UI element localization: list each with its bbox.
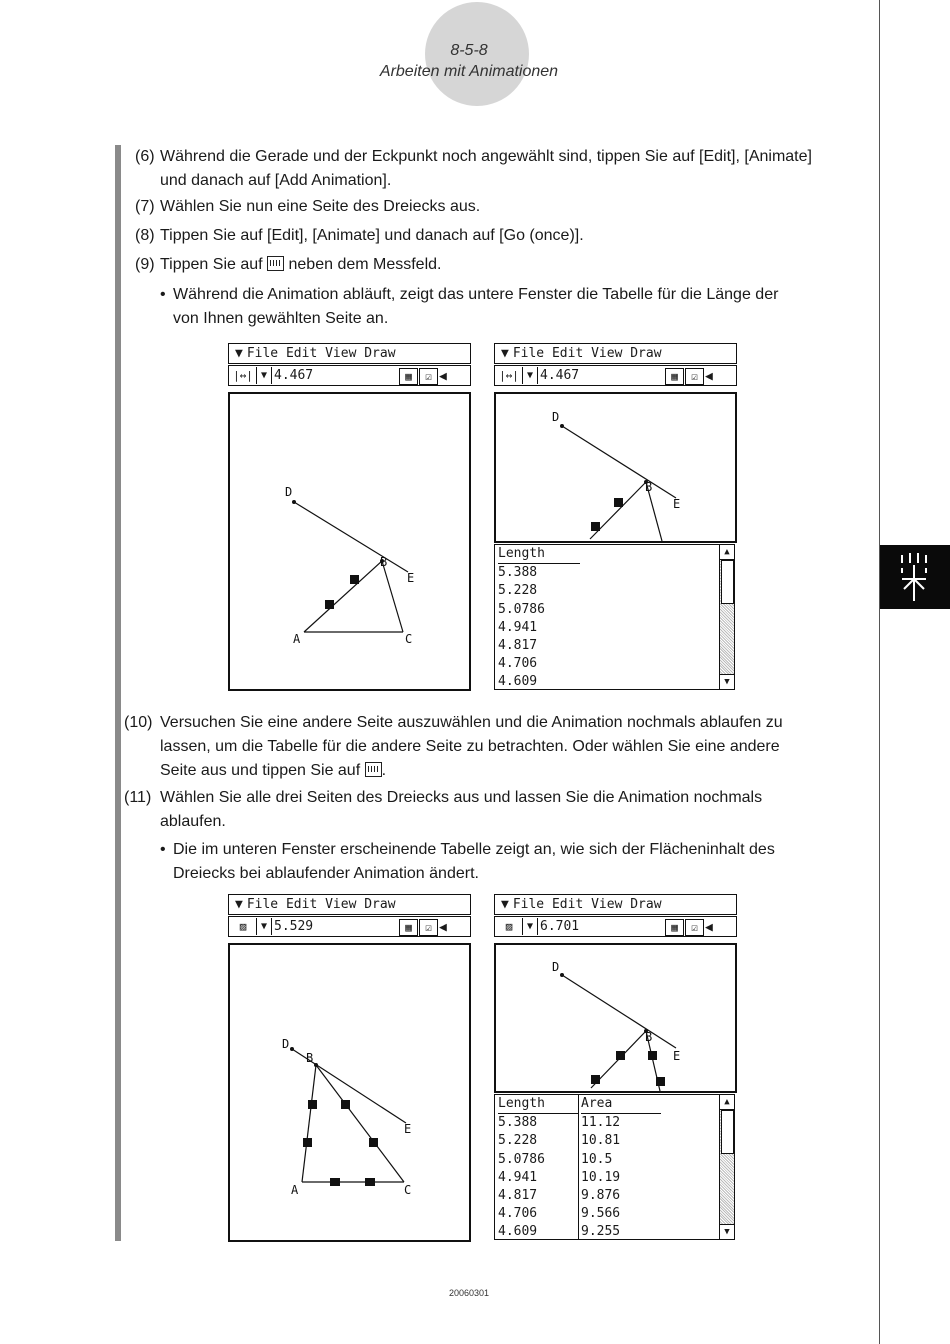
table-cell: 10.81 [581,1133,621,1149]
table-cell: 10.5 [581,1151,613,1167]
table-view-icon[interactable]: ▦ [399,919,418,936]
table-cell: 4.941 [498,619,538,635]
geometry-figure [230,945,469,1240]
step-text: neben dem Messfeld. [288,256,442,273]
point-label: D [552,960,560,974]
left-arrow-icon[interactable]: ◀ [439,920,447,935]
step-text-line: und danach auf [Add Animation]. [160,172,392,189]
table-header: Length [498,545,580,564]
table-cell: 4.706 [498,656,538,672]
bullet-dot: • [160,841,166,858]
table-cell: 4.941 [498,1169,538,1185]
bullet-text-line: Während die Animation abläuft, zeigt das untere Fenster die Tabelle für die Länge der [173,286,779,303]
step-text-line: Tippen Sie auf [Edit], [Animate] und danach auf [Go (once)]. [160,227,584,244]
table-cell: 5.0786 [498,1151,545,1167]
scroll-down-icon[interactable]: ▼ [720,674,734,689]
table-cell: 5.388 [498,565,538,581]
measurement-toolbar [228,916,471,937]
table-view-icon[interactable]: ▦ [665,368,684,385]
geometry-figure [496,945,735,1091]
length-table[interactable] [494,544,735,690]
point-label: B [306,1051,314,1065]
table-cell: 4.706 [498,1206,538,1222]
geometry-figure [496,394,735,541]
measurement-toolbar [494,916,737,937]
table-scrollbar[interactable] [719,545,734,689]
table-scrollbar[interactable] [719,1095,734,1239]
point-label: E [673,497,681,511]
bullet-text-line: von Ihnen gewählten Seite an. [173,310,389,327]
geometry-view[interactable] [228,392,471,691]
point-label: A [291,1183,299,1197]
geometry-view[interactable] [494,943,737,1093]
dropdown-arrow-icon[interactable]: ▼ [522,918,538,935]
checkbox-icon[interactable]: ☑ [419,919,438,936]
geometry-chapter-icon [880,545,950,609]
checkbox-icon[interactable]: ☑ [685,919,704,936]
dropdown-arrow-icon[interactable]: ▼ [256,367,272,384]
step-number: (6) [135,148,155,165]
point-label: E [404,1122,412,1136]
table-cell: 9.876 [581,1187,621,1203]
table-cell: 5.0786 [498,601,545,617]
measurement-toolbar [494,365,737,386]
area-table[interactable] [494,1094,735,1240]
step-number: (11) [124,789,152,806]
menu-bar [494,894,737,915]
table-cell: 5.228 [498,1133,538,1149]
area-tool-icon[interactable]: ▨ [505,920,513,933]
length-tool-icon[interactable]: |↔| [499,369,519,382]
table-cell: 4.817 [498,1187,538,1203]
point-label: B [645,480,653,494]
step-text-line: Versuchen Sie eine andere Seite auszuwählen und die Animation nochmals ablaufen zu [160,714,783,731]
measurement-value[interactable]: 4.467 [274,368,314,383]
geometry-figure [230,394,469,689]
point-label: E [407,571,415,585]
menu-chevron-icon[interactable]: ▼ [235,346,243,361]
scroll-up-icon[interactable]: ▲ [720,545,734,560]
table-cell: 4.609 [498,674,538,690]
point-label: A [293,632,301,646]
table-view-icon [267,256,284,271]
menu-items[interactable]: File Edit View Draw [512,346,662,361]
scroll-up-icon[interactable]: ▲ [720,1095,734,1110]
footer-code: 20060301 [448,1288,490,1298]
measurement-value[interactable]: 4.467 [540,368,580,383]
geometry-view[interactable] [228,943,471,1242]
step-text-line: ablaufen. [160,813,226,830]
point-label: C [404,1183,412,1197]
checkbox-icon[interactable]: ☑ [685,368,704,385]
measurement-toolbar [228,365,471,386]
point-label: B [380,555,388,569]
bullet-text-line: Die im unteren Fenster erscheinende Tabelle zeigt an, wie sich der Flächeninhalt des [173,841,775,858]
table-cell: 5.228 [498,583,538,599]
point-label: E [673,1049,681,1063]
menu-items[interactable]: File Edit View Draw [246,346,396,361]
step-text-line: lassen, um die Tabelle für die andere Seite zu betrachten. Oder wählen Sie eine andere [160,738,780,755]
left-arrow-icon[interactable]: ◀ [439,369,447,384]
right-margin-rule [879,0,880,1344]
menu-bar [494,343,737,364]
step-number: (7) [135,198,155,215]
bullet-dot: • [160,286,166,303]
bullet-text-line: Dreiecks bei ablaufender Animation ändert. [173,865,479,882]
table-view-icon[interactable]: ▦ [665,919,684,936]
left-arrow-icon[interactable]: ◀ [705,369,713,384]
geometry-view[interactable] [494,392,737,543]
area-tool-icon[interactable]: ▨ [239,920,247,933]
page-subtitle: Arbeiten mit Animationen [379,63,559,80]
menu-chevron-icon[interactable]: ▼ [235,897,243,912]
scroll-thumb[interactable] [721,1110,734,1154]
table-cell: 4.609 [498,1224,538,1240]
step-text: Seite aus und tippen Sie auf [160,762,361,779]
point-label: D [282,1037,290,1051]
scroll-thumb[interactable] [721,560,734,604]
change-bar [115,145,121,1241]
table-view-icon[interactable]: ▦ [399,368,418,385]
point-label: B [645,1030,653,1044]
measurement-value[interactable]: 6.701 [540,919,580,934]
step-text-line: Wählen Sie nun eine Seite des Dreiecks aus. [160,198,481,215]
left-arrow-icon[interactable]: ◀ [705,920,713,935]
table-view-icon [365,762,382,777]
step-text: . [381,762,387,779]
menu-chevron-icon[interactable]: ▼ [501,346,509,361]
point-label: D [552,410,560,424]
chapter-tab [880,545,950,609]
table-cell: 4.817 [498,637,538,653]
step-number: (9) [135,256,155,273]
table-header: Area [581,1095,661,1114]
length-tool-icon[interactable]: |↔| [233,369,253,382]
dropdown-arrow-icon[interactable]: ▼ [522,367,538,384]
menu-bar [228,343,471,364]
menu-items[interactable]: File Edit View Draw [246,897,396,912]
step-number: (8) [135,227,155,244]
page-number: 8-5-8 [450,42,488,59]
table-cell: 11.12 [581,1115,621,1131]
table-header: Length [498,1095,578,1114]
checkbox-icon[interactable]: ☑ [419,368,438,385]
menu-items[interactable]: File Edit View Draw [512,897,662,912]
table-cell: 5.388 [498,1115,538,1131]
point-label: D [285,485,293,499]
scroll-down-icon[interactable]: ▼ [720,1224,734,1239]
menu-chevron-icon[interactable]: ▼ [501,897,509,912]
dropdown-arrow-icon[interactable]: ▼ [256,918,272,935]
table-cell: 10.19 [581,1169,621,1185]
step-text-line: Wählen Sie alle drei Seiten des Dreiecks aus und lassen Sie die Animation nochmals [160,789,763,806]
step-text-line: Während die Gerade und der Eckpunkt noch angewählt sind, tippen Sie auf [Edit], [Animate] [160,148,812,165]
point-label: C [405,632,413,646]
measurement-value[interactable]: 5.529 [274,919,314,934]
table-cell: 9.255 [581,1224,621,1240]
step-number: (10) [124,714,153,731]
step-text: Tippen Sie auf [160,256,263,273]
table-cell: 9.566 [581,1206,621,1222]
menu-bar [228,894,471,915]
